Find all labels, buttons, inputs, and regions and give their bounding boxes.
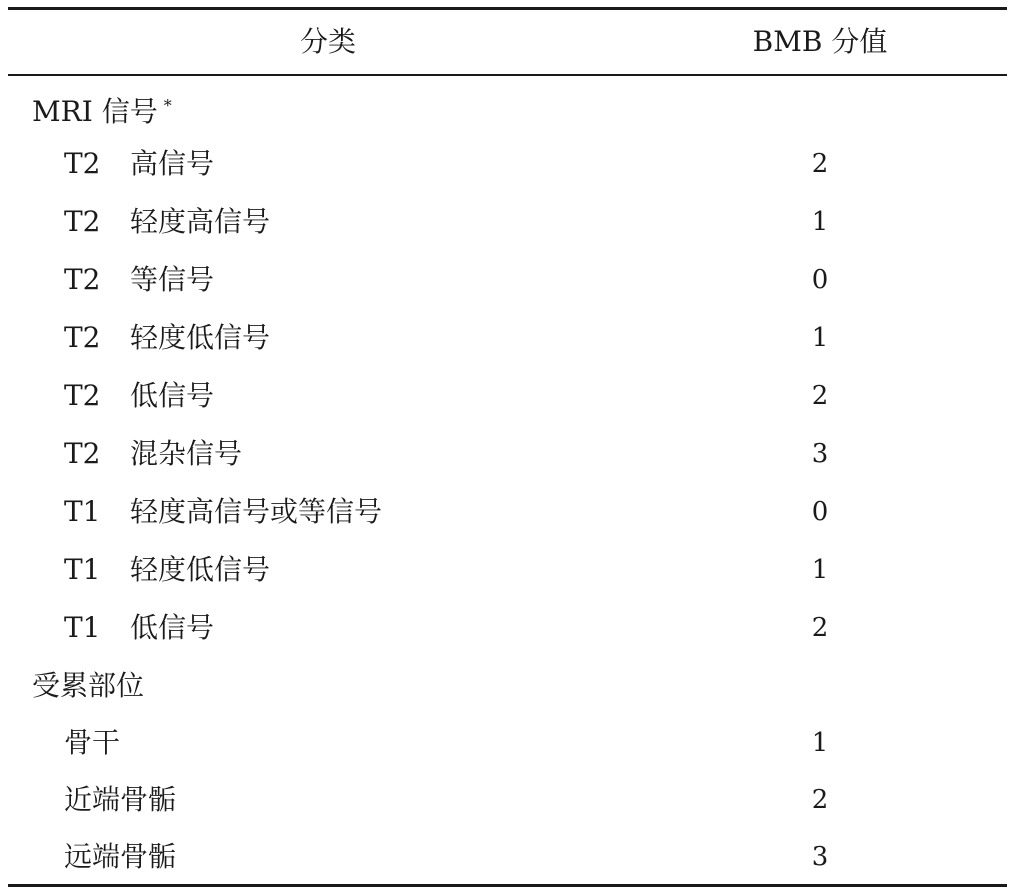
row-label: 高信号 (130, 147, 215, 180)
row-score: 1 (811, 555, 829, 585)
table-row (0, 599, 1016, 657)
row-label: 近端骨骺 (64, 783, 177, 816)
row-score: 2 (811, 381, 829, 411)
table-row (0, 771, 1016, 829)
row-label: 轻度低信号 (130, 553, 271, 586)
section-title-text: MRI 信号 (32, 95, 158, 128)
row-prefix: T1 (64, 553, 101, 586)
section-row-mri-signal (0, 77, 1016, 135)
row-label: 远端骨骺 (64, 840, 177, 873)
table-row (0, 541, 1016, 599)
row-label: 轻度高信号或等信号 (130, 495, 383, 528)
header-rule (8, 74, 1007, 76)
row-category (64, 714, 120, 772)
row-label: 轻度低信号 (130, 321, 271, 354)
table-row (0, 193, 1016, 251)
row-category (64, 599, 214, 657)
section-row-affected-site (0, 657, 1016, 715)
row-score: 1 (811, 207, 829, 237)
row-category (64, 367, 214, 425)
row-score: 1 (811, 323, 829, 353)
table-row (0, 828, 1016, 886)
row-prefix: T1 (64, 611, 101, 644)
row-label: 低信号 (130, 611, 215, 644)
row-label: 等信号 (130, 263, 215, 296)
row-prefix: T2 (64, 437, 101, 470)
row-prefix: T2 (64, 147, 101, 180)
table-row (0, 367, 1016, 425)
row-category (64, 193, 270, 251)
row-category (64, 483, 382, 541)
row-label: 轻度高信号 (130, 205, 271, 238)
row-category (64, 828, 176, 886)
row-prefix: T2 (64, 379, 101, 412)
row-category (64, 425, 242, 483)
row-score: 0 (811, 497, 829, 527)
row-prefix: T2 (64, 205, 101, 238)
section-title-text: 受累部位 (32, 669, 145, 702)
row-category (64, 251, 214, 309)
row-category (64, 541, 270, 599)
row-score: 2 (811, 613, 829, 643)
row-score: 2 (811, 149, 829, 179)
header-score: BMB 分值 (752, 25, 888, 58)
row-prefix: T2 (64, 263, 101, 296)
table-row (0, 135, 1016, 193)
table-row (0, 483, 1016, 541)
table-row (0, 714, 1016, 772)
row-category (64, 309, 270, 367)
bottom-rule (8, 884, 1007, 887)
row-score: 3 (811, 842, 829, 872)
table-row (0, 425, 1016, 483)
section-title (32, 657, 144, 715)
row-prefix: T2 (64, 321, 101, 354)
footnote-marker: * (163, 96, 172, 115)
table-row (0, 251, 1016, 309)
section-title (32, 77, 172, 135)
row-prefix: T1 (64, 495, 101, 528)
row-category (64, 771, 176, 829)
top-rule (8, 7, 1007, 10)
row-score: 0 (811, 265, 829, 295)
table-row (0, 309, 1016, 367)
row-label: 骨干 (64, 726, 121, 759)
row-score: 1 (811, 728, 829, 758)
header-category: 分类 (299, 25, 356, 58)
row-score: 3 (811, 439, 829, 469)
row-label: 混杂信号 (130, 437, 243, 470)
row-label: 低信号 (130, 379, 215, 412)
row-category (64, 135, 214, 193)
row-score: 2 (811, 785, 829, 815)
